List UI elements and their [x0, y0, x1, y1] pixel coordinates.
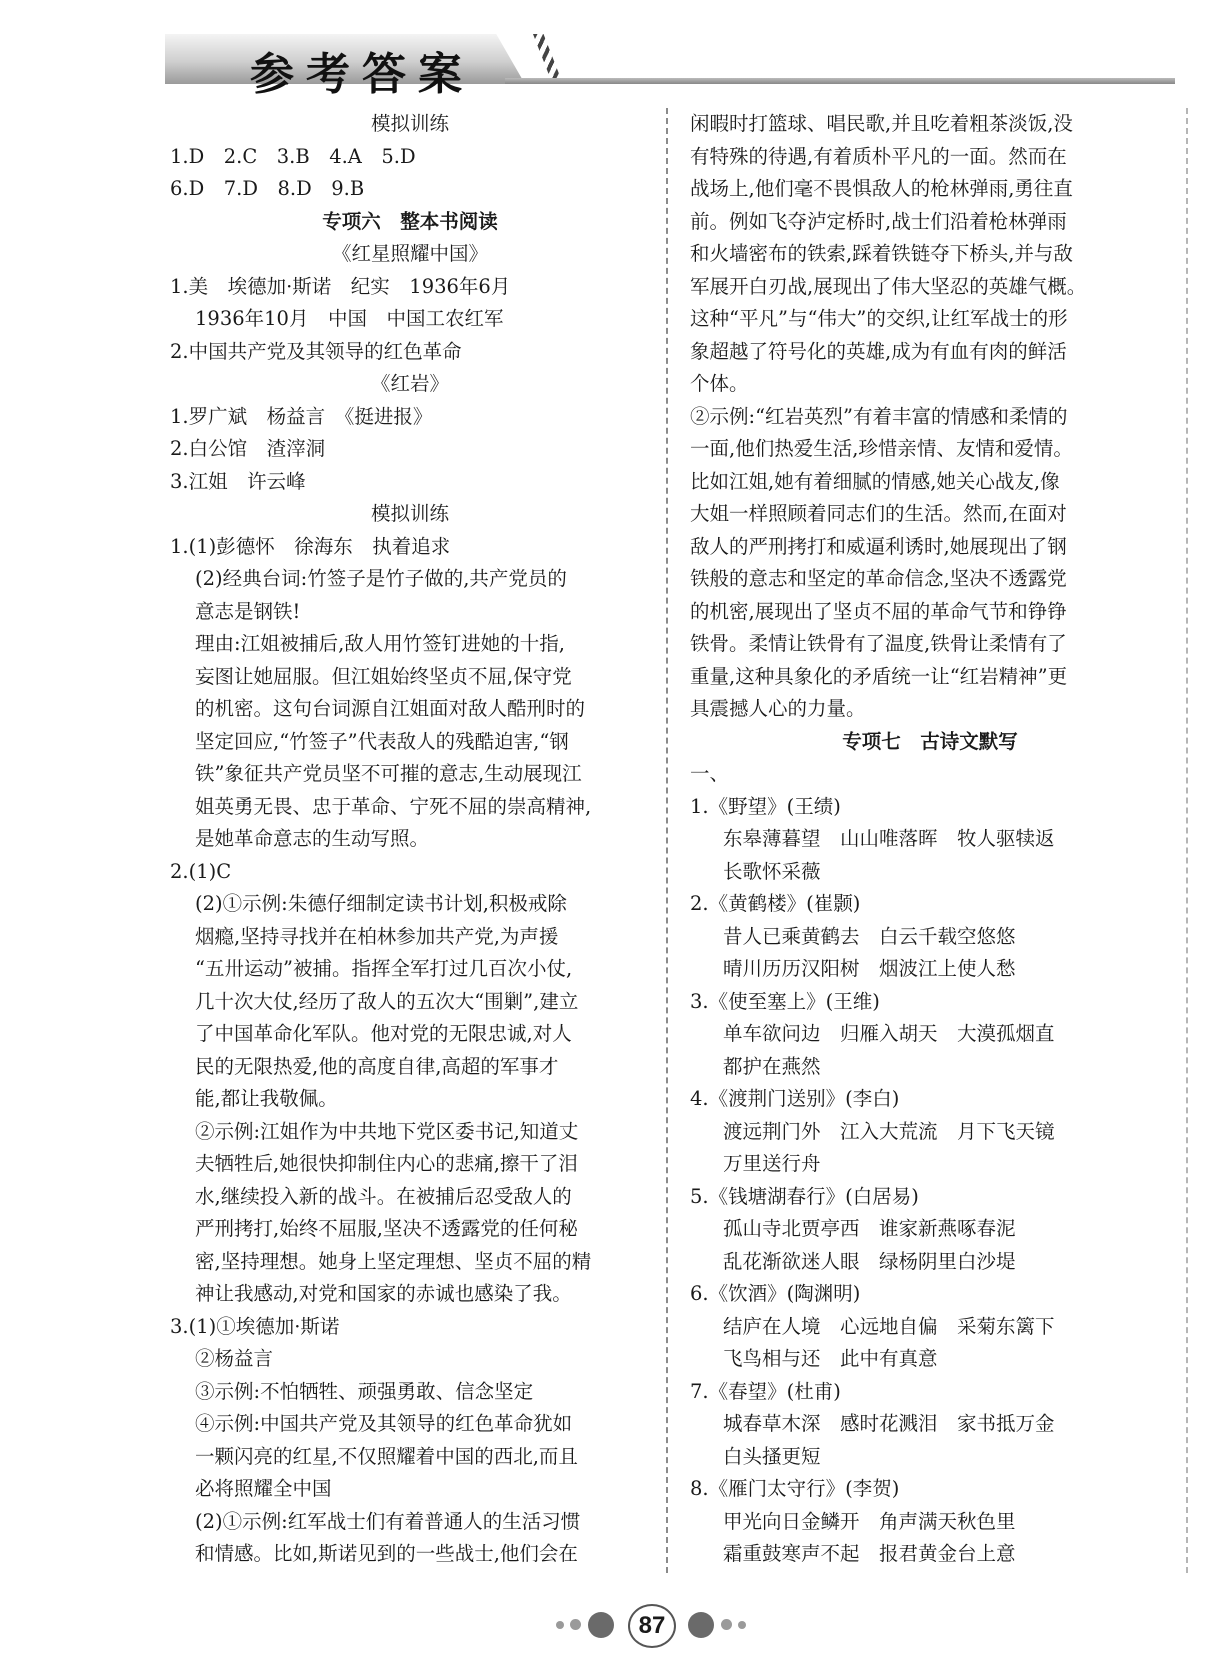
text-line: 大姐一样照顾着同志们的生活。然而,在面对: [690, 502, 1067, 525]
text-line: ②示例:江姐作为中共地下党区委书记,知道丈: [195, 1119, 579, 1143]
text-line: 乱花渐欲迷人眼 绿杨阴里白沙堤: [723, 1249, 1016, 1273]
text-line: 1.美 埃德加·斯诺 纪实 1936年6月: [170, 274, 511, 298]
text-line: 有特殊的待遇,有着质朴平凡的一面。然而在: [690, 144, 1067, 168]
text-line: ④示例:中国共产党及其领导的红色革命犹如: [195, 1412, 573, 1435]
text-line: 闲暇时打篮球、唱民歌,并且吃着粗茶淡饭,没: [690, 112, 1073, 135]
text-line: 2.《黄鹤楼》(崔颢): [690, 892, 861, 915]
text-line: 妄图让她屈服。但江姐始终坚贞不屈,保守党: [195, 664, 572, 688]
text-line: 烟瘾,坚持寻找并在柏林参加共产党,为声援: [195, 924, 559, 948]
text-line: 夫牺牲后,她很快抑制住内心的悲痛,擦干了泪: [195, 1152, 578, 1175]
text-line: (2)①示例:朱德仔细制定读书计划,积极戒除: [195, 892, 567, 915]
text-line: 1.《野望》(王绩): [690, 794, 841, 818]
footer-dot: [570, 1619, 581, 1630]
text-line: 这种“平凡”与“伟大”的交织,让红军战士的形: [690, 307, 1068, 330]
text-line: 晴川历历汉阳树 烟波江上使人愁: [723, 957, 1016, 980]
text-line: 结庐在人境 心远地自偏 采菊东篱下: [723, 1314, 1055, 1338]
text-line: 是她革命意志的生动写照。: [195, 827, 430, 850]
text-line: 《红星照耀中国》: [331, 242, 488, 265]
text-line: 白头搔更短: [723, 1444, 821, 1468]
text-line: 了中国革命化军队。他对党的无限忠诚,对人: [195, 1022, 572, 1045]
text-line: 东皋薄暮望 山山唯落晖 牧人驱犊返: [723, 827, 1055, 850]
footer-dot: [738, 1621, 746, 1629]
text-line: 严刑拷打,始终不屈服,坚决不透露党的任何秘: [195, 1217, 578, 1240]
header-stripes: [533, 34, 563, 84]
text-line: 具震撼人心的力量。: [690, 697, 866, 720]
footer-dot: [556, 1621, 564, 1629]
text-line: 军展开白刃战,展现出了伟大坚忍的英雄气概。: [690, 274, 1087, 298]
text-line: 象超越了符号化的英雄,成为有血有肉的鲜活: [690, 339, 1067, 363]
text-line: 1.D 2.C 3.B 4.A 5.D: [170, 144, 416, 168]
text-line: (2)经典台词:竹签子是竹子做的,共产党员的: [195, 567, 567, 590]
text-line: 一、: [690, 762, 730, 785]
text-line: 渡远荆门外 江入大荒流 月下飞天镜: [723, 1119, 1055, 1143]
text-line: ②示例:“红岩英烈”有着丰富的情感和柔情的: [690, 404, 1068, 428]
page-footer: [0, 1600, 1214, 1650]
text-line: 的机密。这句台词源自江姐面对敌人酷刑时的: [195, 697, 586, 720]
text-line: 一颗闪亮的红星,不仅照耀着中国的西北,而且: [195, 1444, 578, 1468]
text-line: 水,继续投入新的战斗。在被捕后忍受敌人的: [195, 1184, 572, 1208]
text-line: 7.《春望》(杜甫): [690, 1379, 841, 1403]
text-line: 1936年10月 中国 中国工农红军: [195, 307, 504, 330]
text-line: 8.《雁门太守行》(李贺): [690, 1477, 900, 1500]
text-line: 比如江姐,她有着细腻的情感,她关心战友,像: [690, 469, 1060, 493]
text-line: 能,都让我敬佩。: [195, 1087, 338, 1110]
text-line: 万里送行舟: [723, 1152, 821, 1175]
text-line: 6.《饮酒》(陶渊明): [690, 1282, 861, 1305]
text-line: 和火墙密布的铁索,踩着铁链夺下桥头,并与敌: [690, 242, 1073, 265]
text-line: 1.(1)彭德怀 徐海东 执着追求: [170, 534, 451, 558]
text-line: 模拟训练: [370, 502, 449, 525]
page-title: 参考答案: [250, 49, 474, 100]
text-line: 敌人的严刑拷打和威逼利诱时,她展现出了钢: [690, 534, 1067, 558]
page-number: 87: [628, 1604, 676, 1648]
text-line: 姐英勇无畏、忠于革命、宁死不屈的崇高精神,: [195, 794, 592, 818]
column-divider: [666, 108, 668, 1573]
text-line: 2.中国共产党及其领导的红色革命: [170, 339, 462, 363]
text-line: 都护在燕然: [723, 1054, 821, 1078]
text-line: 一面,他们热爱生活,珍惜亲情、友情和爱情。: [690, 437, 1073, 460]
text-line: 密,坚持理想。她身上坚定理想、坚贞不屈的精: [195, 1249, 592, 1273]
text-line: 前。例如飞夺泸定桥时,战士们沿着枪林弹雨: [690, 209, 1067, 233]
footer-dot: [688, 1612, 714, 1638]
text-line: 模拟训练: [370, 112, 449, 135]
text-line: 铁骨。柔情让铁骨有了温度,铁骨让柔情有了: [690, 632, 1067, 655]
page-header: [165, 28, 1175, 100]
text-line: 3.《使至塞上》(王维): [690, 989, 880, 1013]
text-line: 坚定回应,“竹签子”代表敌人的残酷迫害,“钢: [195, 729, 569, 753]
text-line: 6.D 7.D 8.D 9.B: [170, 177, 365, 200]
text-line: 长歌怀采薇: [723, 859, 821, 883]
text-line: 飞鸟相与还 此中有真意: [723, 1347, 938, 1370]
text-line: 1.罗广斌 杨益言 《挺进报》: [170, 404, 433, 428]
text-line: 2.白公馆 渣滓洞: [170, 437, 326, 460]
text-line: 理由:江姐被捕后,敌人用竹签钉进她的十指,: [195, 632, 565, 655]
text-line: 专项七 古诗文默写: [842, 729, 1018, 753]
left-column: [170, 108, 650, 1571]
text-line: 几十次大仗,经历了敌人的五次大“围剿”,建立: [195, 989, 579, 1013]
text-line: 铁”象征共产党员坚不可摧的意志,生动展现江: [195, 762, 582, 785]
text-line: 4.《渡荆门送别》(李白): [690, 1087, 900, 1110]
header-rule: [505, 78, 1175, 84]
text-line: 意志是钢铁!: [195, 599, 301, 623]
text-line: 个体。: [690, 372, 749, 395]
text-line: 孤山寺北贾亭西 谁家新燕啄春泥: [723, 1217, 1016, 1240]
text-line: 甲光向日金鳞开 角声满天秋色里: [723, 1509, 1016, 1533]
text-line: 3.(1)①埃德加·斯诺: [170, 1314, 340, 1338]
text-line: 专项六 整本书阅读: [322, 209, 498, 233]
text-line: 和情感。比如,斯诺见到的一些战士,他们会在: [195, 1542, 578, 1565]
margin-rule: [1186, 108, 1188, 1573]
text-line: 的机密,展现出了坚贞不屈的革命气节和铮铮: [690, 599, 1067, 623]
text-line: 重量,这种具象化的矛盾统一让“红岩精神”更: [690, 664, 1068, 688]
text-line: 城春草木深 感时花溅泪 家书抵万金: [723, 1412, 1055, 1435]
text-line: ②杨益言: [195, 1347, 274, 1370]
text-line: 民的无限热爱,他的高度自律,高超的军事才: [195, 1054, 559, 1078]
text-line: 神让我感动,对党和国家的赤诚也感染了我。: [195, 1282, 572, 1305]
text-line: ③示例:不怕牺牲、顽强勇敢、信念坚定: [195, 1379, 534, 1403]
text-line: 霜重鼓寒声不起 报君黄金台上意: [723, 1542, 1016, 1565]
footer-dot: [588, 1612, 614, 1638]
text-line: 昔人已乘黄鹤去 白云千载空悠悠: [723, 924, 1016, 948]
text-line: 必将照耀全中国: [195, 1477, 332, 1500]
text-line: 战场上,他们毫不畏惧敌人的枪林弹雨,勇往直: [690, 177, 1073, 200]
text-line: (2)①示例:红军战士们有着普通人的生活习惯: [195, 1509, 581, 1533]
footer-dot: [721, 1619, 732, 1630]
text-line: 3.江姐 许云峰: [170, 469, 306, 493]
text-line: 《红岩》: [370, 372, 449, 395]
text-line: “五卅运动”被捕。指挥全军打过几百次小仗,: [195, 957, 573, 980]
text-line: 单车欲问边 归雁入胡天 大漠孤烟直: [723, 1022, 1055, 1045]
text-line: 2.(1)C: [170, 859, 232, 883]
text-line: 5.《钱塘湖春行》(白居易): [690, 1184, 919, 1208]
text-line: 铁般的意志和坚定的革命信念,坚决不透露党: [690, 567, 1067, 590]
right-column: [690, 108, 1170, 1571]
